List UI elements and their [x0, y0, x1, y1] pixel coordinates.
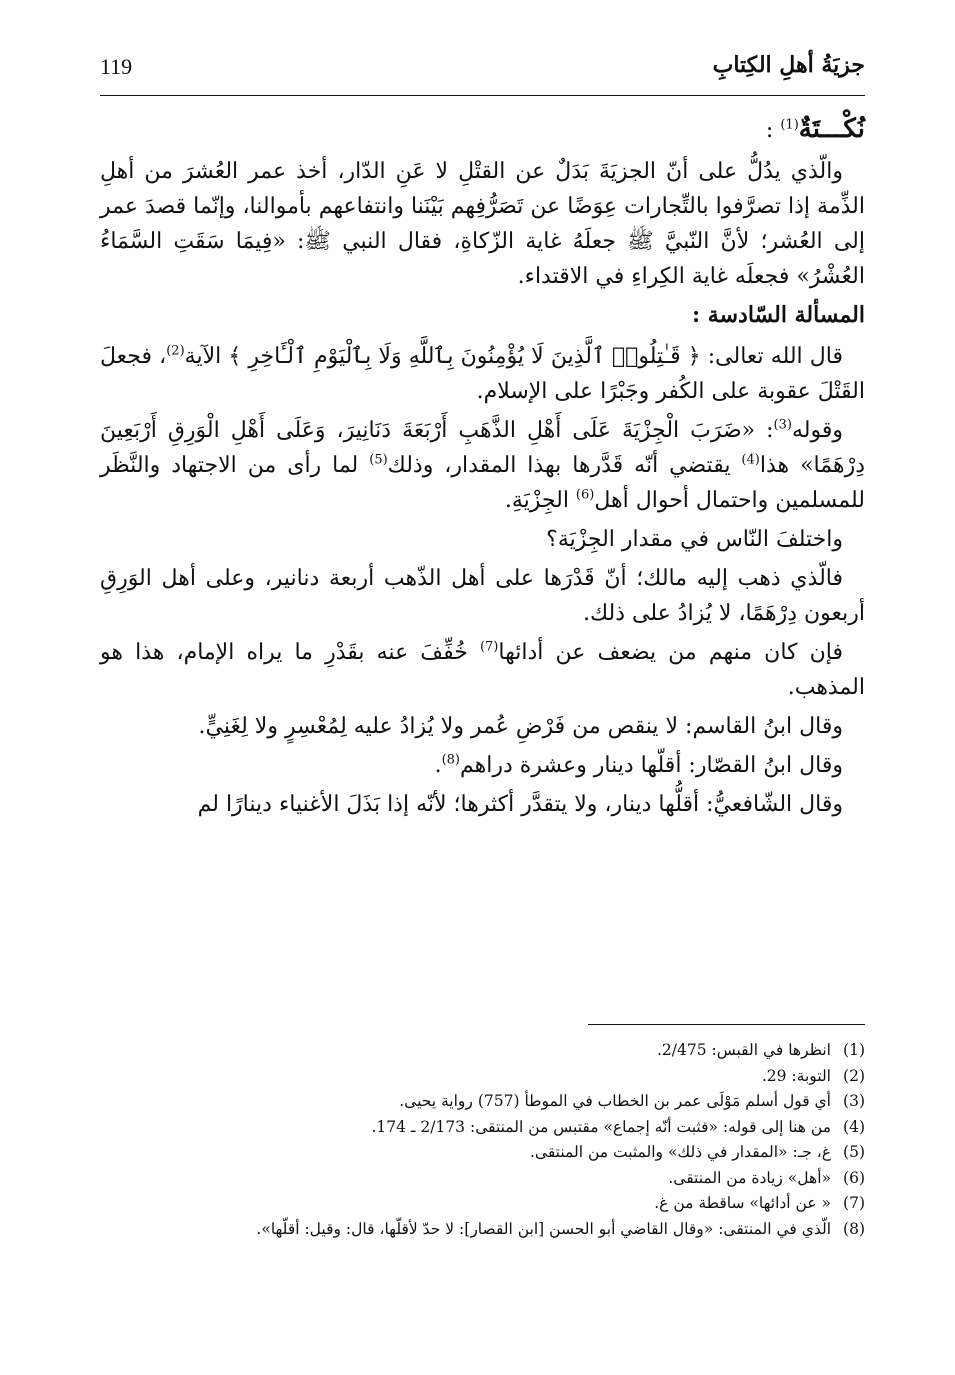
footnote-number: (8) [843, 1219, 865, 1238]
footnote-ref[interactable]: (8) [441, 752, 460, 768]
footnote-text: غ، جـ: «المقدار في ذلك» والمثبت من المنتقى. [529, 1143, 831, 1161]
footnote-item [120, 1038, 865, 1064]
footnote-text: انظرها في القبس: 2/475. [656, 1041, 831, 1059]
footnotes [120, 1038, 865, 1242]
running-title: جزيَةُ أهلِ الكِتابِ [712, 52, 865, 78]
footnote-text: التوبة: 29. [761, 1066, 831, 1085]
footnote-item [120, 1166, 865, 1192]
note-colon: : [765, 118, 781, 143]
footnote-ref[interactable]: (2) [166, 343, 185, 359]
footnote-text: أي قول أسلم مَوْلَى عمر بن الخطاب في الموطأ (757) رواية يحيى. [399, 1092, 831, 1110]
note-heading [100, 112, 865, 148]
paragraph: واختلفَ النّاس في مقدار الجِزْيَة؟ [546, 527, 843, 552]
footnote-text: الّذي في المنتقى: «وقال القاضي أبو الحسن [ابن القصار]: لا حدّ لأقلّها، قال: وقيل: أقلّها». [256, 1219, 831, 1238]
header-divider [100, 95, 865, 96]
footnote-number: (4) [843, 1117, 865, 1136]
paragraph: فالّذي ذهب إليه مالك؛ أنّ قَدْرَها على أهل الذّهب أربعة دنانير، وعلى أهل الوَرِقِ أربعون دِرْهَمًا، لا يُزادُ على ذلك. [100, 566, 865, 626]
paragraph-text: وقال ابنُ القصّار: أقلّها دينار وعشرة دراهم [460, 753, 843, 778]
paragraph [100, 635, 865, 705]
footnote-ref[interactable]: (6) [575, 487, 595, 503]
paragraph [100, 748, 865, 783]
footnote-number: (5) [843, 1143, 865, 1161]
footnote-item [120, 1115, 865, 1141]
footnote-item [120, 1089, 865, 1115]
footnote-ref[interactable]: (3) [773, 417, 792, 433]
footnote-number: (3) [843, 1092, 865, 1110]
footnote-number: (1) [843, 1041, 865, 1059]
footnote-divider [588, 1024, 865, 1025]
page-number: 119 [100, 54, 133, 79]
paragraph-text: ، فجعلَ القَتْلَ عقوبة على الكُفر وجَبْرًا على الإسلام. [100, 344, 865, 404]
verse-paragraph [100, 339, 865, 409]
paragraph-text: يقتضي أنّه قَدَّرها بهذا المقدار، وذلك [387, 453, 742, 478]
note-paragraph: والّذي يدُلُّ على أنّ الجزيَةَ بَدَلٌ عن القتْلِ لا عَنِ الدّار، أخذ عمر العُشرَ من أهلِ الذِّمة إذا تصرَّفوا بالتِّجارات عِوَضًا عن تَصَرُّفِهم بَيْنَنا وانتفاعهم بأموالنا، وإنّما قصدَ عمر إلى العُشر؛ لأنَّ النّبيَّ ﷺ جعلَهُ غاية الزّكاةِ، فقال النبي ﷺ: «فِيمَا سَقَتِ السَّمَاءُ العُشْرُ» فجعلَه غاية الكِراءِ في الاقتداء. [100, 159, 865, 289]
paragraph-text: قال الله تعالى: ﴿ قَـٰتِلُوا۟ ٱلَّذِينَ لَا يُؤْمِنُونَ بِٱللَّهِ وَلَا بِٱلْيَوْمِ ٱلْـَٔاخِرِ ﴾ الآية [184, 344, 843, 369]
footnote-ref[interactable]: (1) [780, 117, 799, 133]
footnote-number: (6) [843, 1168, 865, 1187]
main-text [100, 112, 865, 826]
footnote-item [120, 1217, 865, 1243]
footnote-item [120, 1140, 865, 1166]
footnote-item [120, 1191, 865, 1217]
page-header [100, 52, 865, 92]
paragraph-text: فإن كان منهم من يضعف عن أدائها [498, 640, 843, 665]
paragraph-text: لما رأى من الاجتهاد والنَّظَر للمسلمين واحتمال أحوال أهل [100, 453, 865, 513]
footnote-item [120, 1064, 865, 1090]
paragraph: وقال الشّافعيُّ: أقلُّها دينار، ولا يتقدَّر أكثرها؛ لأنّه إذا بَذَلَ الأغنياء دينارًا لم [197, 792, 843, 817]
footnote-number: (2) [843, 1066, 865, 1085]
paragraph: وقال ابنُ القاسم: لا ينقص من فَرْضِ عُمر ولا يُزادُ عليه لِمُعْسِرٍ ولا لِغَنِيٍّ. [198, 714, 843, 739]
footnote-ref[interactable]: (5) [369, 452, 388, 468]
paragraph-text: خُفِّفَ عنه بقَدْرِ ما يراه الإمام، هذا هو المذهب. [100, 640, 865, 700]
paragraph-text: الجِزْيَةِ. [504, 488, 576, 513]
note-title: نُكْـــتَةٌ [798, 114, 865, 144]
footnote-text: «أهل» زيادة من المنتقى. [668, 1168, 831, 1187]
footnote-number: (7) [843, 1194, 865, 1212]
footnote-ref[interactable]: (4) [741, 452, 760, 468]
paragraph-text: وقوله [791, 418, 843, 443]
section-heading: المسألة السّادسة : [692, 302, 865, 328]
footnote-ref[interactable]: (7) [479, 639, 499, 655]
footnote-text: من هنا إلى قوله: «فثبت أنّه إجماع» مقتبس من المنتقى: 2/173 ـ 174. [371, 1117, 831, 1136]
footnote-text: « عن أدائها» ساقطة من غ. [654, 1194, 831, 1212]
hadith-paragraph [100, 413, 865, 518]
paragraph-text: : «ضَرَبَ الْجِزْيَةَ عَلَى أَهْلِ الذَّهَبِ أَرْبَعَةَ دَنَانِيرَ، وَعَلَى أَهْلِ الْوَرِقِ أَرْبَعِينَ دِرْهَمًا» هذا [100, 418, 865, 478]
paragraph-text: . [434, 753, 442, 778]
